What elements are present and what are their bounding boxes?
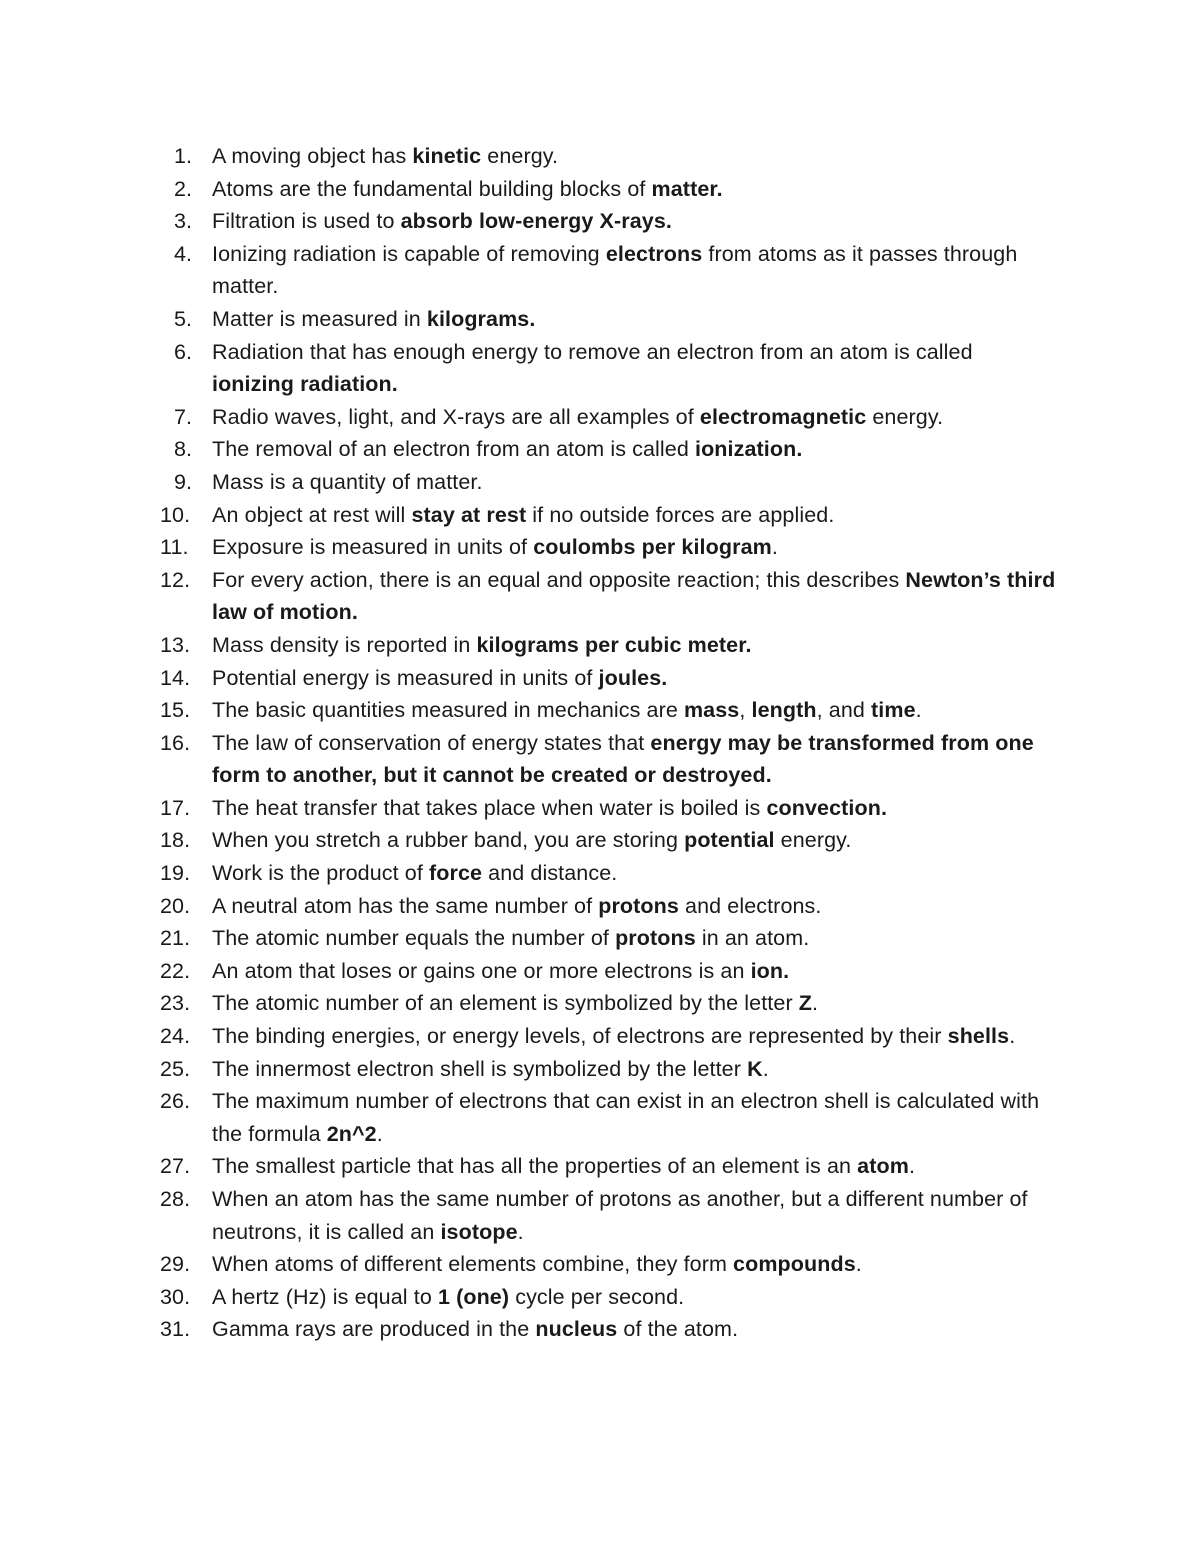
text-segment: The heat transfer that takes place when water is boiled is xyxy=(212,795,767,820)
item-text xyxy=(212,731,1034,788)
text-segment: in an atom. xyxy=(695,926,810,951)
item-text xyxy=(212,1089,1039,1146)
item-number: 6. xyxy=(174,339,193,364)
list-item xyxy=(0,1020,1200,1053)
item-text xyxy=(212,307,535,331)
list-item xyxy=(0,173,1200,206)
bold-term: convection. xyxy=(766,795,888,820)
bold-term: isotope xyxy=(440,1219,518,1244)
item-number: 23. xyxy=(160,991,191,1016)
text-segment: An object at rest will xyxy=(212,502,412,527)
item-number: 9. xyxy=(174,469,193,494)
bold-term: coulombs per kilogram xyxy=(533,535,772,560)
text-segment: . xyxy=(915,698,922,723)
list-item xyxy=(0,824,1200,857)
item-number: 14. xyxy=(160,665,191,690)
text-segment: The smallest particle that has all the properties of an element is an xyxy=(212,1154,858,1179)
list-item xyxy=(0,857,1200,890)
item-number: 10. xyxy=(160,502,191,527)
list-item xyxy=(0,303,1200,336)
text-segment: When you stretch a rubber band, you are storing xyxy=(212,828,685,853)
text-segment: Radiation that has enough energy to remove an electron from an atom is called xyxy=(212,339,973,364)
text-segment: . xyxy=(771,535,778,560)
text-segment: . xyxy=(908,1154,916,1179)
text-segment: The removal of an electron from an atom is called xyxy=(212,437,695,462)
text-segment: . xyxy=(812,991,819,1016)
text-segment: The atomic number of an element is symbolized by the letter xyxy=(212,991,799,1016)
bold-term: kilograms per cubic meter. xyxy=(476,632,752,657)
item-text xyxy=(212,1187,1028,1244)
text-segment: When an atom has the same number of protons as another, but a different number of neutrons, it is called an xyxy=(212,1187,1028,1244)
bold-term: ionizing radiation. xyxy=(212,372,398,397)
list-item xyxy=(0,238,1200,303)
bold-term: energy may be transformed from one form to another, but it cannot be created or destroyed. xyxy=(212,730,1034,788)
item-text xyxy=(212,991,818,1015)
numbered-list xyxy=(0,140,1200,1346)
list-item xyxy=(0,1281,1200,1314)
text-segment: Work is the product of xyxy=(212,861,429,886)
item-text xyxy=(212,340,973,397)
item-number: 18. xyxy=(160,828,191,853)
item-text xyxy=(212,1154,915,1178)
list-item xyxy=(0,727,1200,792)
list-item xyxy=(0,531,1200,564)
text-segment: and electrons. xyxy=(678,893,822,918)
item-number: 22. xyxy=(160,958,191,983)
list-item xyxy=(0,466,1200,499)
item-number: 30. xyxy=(160,1284,191,1309)
item-number: 13. xyxy=(160,632,191,657)
list-item xyxy=(0,694,1200,727)
bold-term: absorb low-energy X-rays. xyxy=(400,209,672,234)
item-text xyxy=(212,828,851,852)
bold-term: ion. xyxy=(750,958,790,983)
item-number: 25. xyxy=(160,1056,191,1081)
item-text xyxy=(212,470,483,494)
text-segment: Radio waves, light, and X-rays are all examples of xyxy=(212,404,700,429)
text-segment: Mass density is reported in xyxy=(212,632,477,657)
item-text xyxy=(212,503,834,527)
item-number: 3. xyxy=(174,209,193,234)
text-segment: energy. xyxy=(866,404,944,429)
bold-term: compounds xyxy=(733,1252,856,1277)
item-number: 27. xyxy=(160,1154,191,1179)
text-segment: For every action, there is an equal and opposite reaction; this describes xyxy=(212,567,906,592)
item-number: 28. xyxy=(160,1187,191,1211)
text-segment: Matter is measured in xyxy=(212,306,427,331)
bold-term: joules. xyxy=(598,665,668,690)
bold-term: 1 (one) xyxy=(437,1284,510,1309)
item-text xyxy=(212,405,943,429)
bold-term: nucleus xyxy=(535,1317,618,1342)
bold-term: kilograms. xyxy=(426,306,536,331)
bold-term: length xyxy=(751,698,817,723)
item-number: 2. xyxy=(174,176,193,201)
list-item xyxy=(0,336,1200,401)
list-item xyxy=(0,1085,1200,1150)
text-segment: Gamma rays are produced in the xyxy=(212,1317,536,1342)
item-text xyxy=(212,1285,684,1309)
list-item xyxy=(0,987,1200,1020)
text-segment: . xyxy=(762,1056,769,1081)
bold-term: atom xyxy=(857,1154,909,1179)
text-segment: , and xyxy=(816,698,872,723)
text-segment: , xyxy=(739,698,752,723)
item-text xyxy=(212,926,809,950)
item-number: 15. xyxy=(160,698,191,723)
text-segment: The law of conservation of energy states that xyxy=(212,730,651,755)
item-number: 5. xyxy=(174,306,193,331)
bold-term: electromagnetic xyxy=(699,404,867,429)
list-item xyxy=(0,955,1200,988)
bold-term: protons xyxy=(598,893,679,918)
bold-term: stay at rest xyxy=(411,502,527,527)
text-segment: A neutral atom has the same number of xyxy=(212,893,599,918)
item-text xyxy=(212,959,789,983)
item-number: 4. xyxy=(174,241,193,266)
item-number: 29. xyxy=(160,1252,191,1277)
text-segment: The basic quantities measured in mechanics are xyxy=(212,698,684,723)
item-text xyxy=(212,1252,862,1276)
text-segment: and distance. xyxy=(482,861,618,886)
list-item xyxy=(0,205,1200,238)
text-segment: from atoms as it passes through matter. xyxy=(212,241,1018,299)
text-segment: A moving object has xyxy=(212,144,413,168)
text-segment: energy. xyxy=(481,144,559,168)
item-text xyxy=(212,666,667,690)
list-item xyxy=(0,1248,1200,1281)
text-segment: The innermost electron shell is symbolized by the letter xyxy=(212,1056,748,1081)
list-item xyxy=(0,1313,1200,1346)
item-text xyxy=(212,144,558,168)
text-segment: . xyxy=(855,1252,862,1277)
item-number: 1. xyxy=(174,144,193,168)
item-number: 19. xyxy=(160,861,191,886)
text-segment: An atom that loses or gains one or more electrons is an xyxy=(212,958,751,983)
item-number: 24. xyxy=(160,1024,191,1049)
text-segment: cycle per second. xyxy=(509,1284,685,1309)
list-item xyxy=(0,1053,1200,1086)
list-item xyxy=(0,922,1200,955)
item-text xyxy=(212,861,617,885)
item-text xyxy=(212,568,1055,625)
list-item xyxy=(0,433,1200,466)
text-segment: if no outside forces are applied. xyxy=(526,502,835,527)
item-number: 7. xyxy=(174,404,193,429)
item-text xyxy=(212,437,802,461)
item-number: 17. xyxy=(160,795,191,820)
item-number: 20. xyxy=(160,893,191,918)
list-item xyxy=(0,662,1200,695)
item-text xyxy=(212,1024,1015,1048)
item-number: 12. xyxy=(160,567,191,592)
text-segment: Mass is a quantity of matter. xyxy=(212,469,483,494)
item-text xyxy=(212,209,672,233)
text-segment: The binding energies, or energy levels, of electrons are represented by their xyxy=(212,1024,948,1049)
list-item xyxy=(0,1150,1200,1183)
list-item xyxy=(0,140,1200,173)
text-segment: . xyxy=(517,1219,524,1244)
item-text xyxy=(212,796,887,820)
list-item xyxy=(0,564,1200,629)
bold-term: force xyxy=(429,861,483,886)
bold-term: protons xyxy=(615,926,696,951)
list-item xyxy=(0,499,1200,532)
bold-term: time xyxy=(871,698,916,723)
bold-term: 2n^2 xyxy=(326,1121,377,1146)
item-number: 21. xyxy=(160,926,191,951)
item-text xyxy=(212,242,1017,299)
item-number: 16. xyxy=(160,730,191,755)
item-text xyxy=(212,894,821,918)
list-item xyxy=(0,1183,1200,1248)
text-segment: . xyxy=(376,1121,383,1146)
item-number: 8. xyxy=(174,437,193,462)
item-text xyxy=(212,177,723,201)
bold-term: matter. xyxy=(651,176,723,201)
item-text xyxy=(212,698,922,722)
text-segment: of the atom. xyxy=(617,1317,739,1342)
bold-term: electrons xyxy=(605,241,703,266)
bold-term: ionization. xyxy=(695,437,803,462)
bold-term: potential xyxy=(684,828,775,853)
bold-term: kinetic xyxy=(412,144,482,168)
text-segment: Exposure is measured in units of xyxy=(212,535,534,560)
list-item xyxy=(0,629,1200,662)
item-text xyxy=(212,633,752,657)
item-number: 11. xyxy=(160,535,189,560)
item-number: 26. xyxy=(160,1089,191,1114)
text-segment: A hertz (Hz) is equal to xyxy=(212,1284,438,1309)
bold-term: Z xyxy=(798,991,813,1016)
text-segment: When atoms of different elements combine, they form xyxy=(212,1252,734,1277)
bold-term: mass xyxy=(683,698,740,723)
text-segment: . xyxy=(1009,1024,1016,1049)
list-item xyxy=(0,792,1200,825)
text-segment: energy. xyxy=(774,828,852,853)
bold-term: Newton’s third law of motion. xyxy=(212,567,1056,625)
list-item xyxy=(0,401,1200,434)
list-item xyxy=(0,890,1200,923)
text-segment: Ionizing radiation is capable of removing xyxy=(212,241,606,266)
text-segment: Atoms are the fundamental building blocks of xyxy=(212,176,652,201)
text-segment: The atomic number equals the number of xyxy=(212,926,616,951)
bold-term: shells xyxy=(947,1024,1010,1049)
item-number: 31. xyxy=(160,1317,191,1342)
text-segment: Filtration is used to xyxy=(212,209,401,234)
text-segment: The maximum number of electrons that can exist in an electron shell is calculated with the formula xyxy=(212,1089,1040,1146)
item-text xyxy=(212,535,778,559)
item-text xyxy=(212,1317,738,1341)
item-text xyxy=(212,1057,769,1081)
text-segment: Potential energy is measured in units of xyxy=(212,665,599,690)
bold-term: K xyxy=(747,1056,763,1081)
